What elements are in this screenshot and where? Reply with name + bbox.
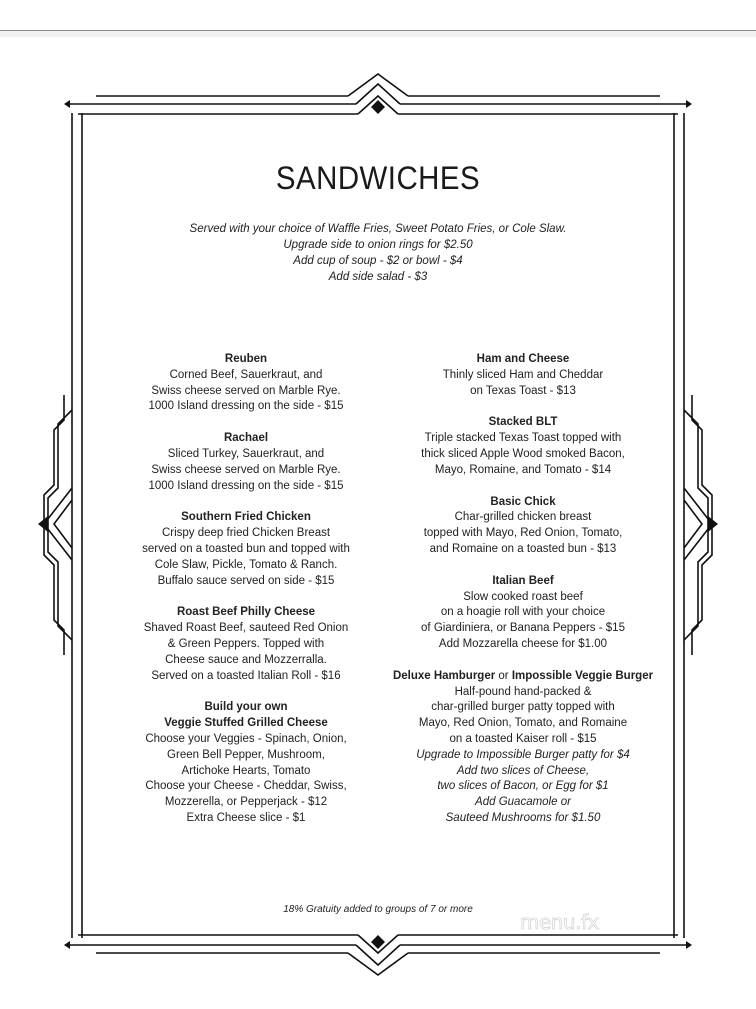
right-column <box>392 352 654 843</box>
item-desc: Extra Cheese slice - $1 <box>186 811 306 824</box>
item-addon: Upgrade to Impossible Burger patty for $4 <box>416 748 630 761</box>
item-addon: Sauteed Mushrooms for $1.50 <box>445 811 601 824</box>
item-desc: on a hoagie roll with your choice <box>440 606 606 619</box>
menu-item-burger <box>392 669 654 827</box>
item-desc: served on a toasted bun and topped with <box>142 542 350 555</box>
right-arrow-icon <box>708 516 718 532</box>
item-desc: Char-grilled chicken breast <box>454 511 592 524</box>
menu-item-stacked-blt <box>392 415 654 478</box>
item-name: Southern Fried Chicken <box>181 511 311 524</box>
item-desc: topped with Mayo, Red Onion, Tomato, <box>423 527 623 540</box>
item-desc: Sliced Turkey, Sauerkraut, and <box>167 447 325 460</box>
item-desc: Choose your Veggies - Spinach, Onion, <box>145 732 347 745</box>
menu-item-grilled-cheese <box>128 700 364 826</box>
item-desc: Crispy deep fried Chicken Breast <box>161 527 331 540</box>
menu-item-southern-fried-chicken <box>128 510 364 589</box>
item-desc: of Giardiniera, or Banana Peppers - $15 <box>421 622 625 635</box>
left-arrow-icon <box>38 516 48 532</box>
intro-line: Upgrade side to onion rings for $2.50 <box>283 239 473 251</box>
item-name: Build your own <box>204 701 288 714</box>
item-desc: Swiss cheese served on Marble Rye. <box>151 384 341 397</box>
item-desc: Cheese sauce and Mozzerralla. <box>165 653 327 666</box>
item-name-or: or <box>495 669 512 682</box>
item-desc: thick sliced Apple Wood smoked Bacon, <box>421 447 625 460</box>
intro-line: Add side salad - $3 <box>328 271 428 283</box>
menu-item-rachael <box>128 431 364 494</box>
item-name-a: Deluxe Hamburger <box>392 669 496 682</box>
item-desc: on a toasted Kaiser roll - $15 <box>449 732 597 745</box>
item-desc: Triple stacked Texas Toast topped with <box>424 432 622 445</box>
item-name: Ham and Cheese <box>476 353 570 365</box>
item-name: Italian Beef <box>492 574 554 587</box>
menu-item-roast-beef-philly <box>128 605 364 684</box>
top-diamond-icon <box>371 100 385 114</box>
item-desc: Mayo, Red Onion, Tomato, and Romaine <box>418 717 628 730</box>
item-desc: 1000 Island dressing on the side - $15 <box>148 400 344 413</box>
item-name <box>392 669 654 685</box>
item-desc: & Green Peppers. Topped with <box>167 637 325 650</box>
item-desc: Green Bell Pepper, Mushroom, <box>167 748 325 761</box>
item-name: Roast Beef Philly Cheese <box>176 606 316 619</box>
item-desc: Choose your Cheese - Cheddar, Swiss, <box>145 780 347 793</box>
item-addon: two slices of Bacon, or Egg for $1 <box>437 780 609 793</box>
item-desc: 1000 Island dressing on the side - $15 <box>148 479 344 492</box>
item-desc: Served on a toasted Italian Roll - $16 <box>151 669 341 682</box>
menu-item-reuben <box>128 352 364 415</box>
watermark-logo: menu.fx <box>520 910 599 934</box>
menu-item-basic-chick <box>392 495 654 558</box>
item-name: Veggie Stuffed Grilled Cheese <box>164 717 328 730</box>
gratuity-note: 18% Gratuity added to groups of 7 or more <box>283 904 473 915</box>
item-name: Basic Chick <box>490 495 556 508</box>
intro-block <box>140 221 616 285</box>
item-desc: Mozzerella, or Pepperjack - $12 <box>164 796 328 809</box>
menu-item-ham-and-cheese <box>392 352 654 399</box>
item-desc: Slow cooked roast beef <box>463 590 583 603</box>
item-desc: Add Mozzarella cheese for $1.00 <box>438 637 608 650</box>
item-desc: Cole Slaw, Pickle, Tomato & Ranch. <box>154 558 338 571</box>
item-desc: Mayo, Romaine, and Tomato - $14 <box>434 463 612 476</box>
item-desc: Corned Beef, Sauerkraut, and <box>169 368 323 381</box>
intro-line: Served with your choice of Waffle Fries, Sweet Potato Fries, or Cole Slaw. <box>189 223 567 235</box>
item-name-b: Impossible Veggie Burger <box>511 669 654 682</box>
left-column <box>128 352 364 843</box>
item-desc: and Romaine on a toasted bun - $13 <box>429 542 617 555</box>
intro-line: Add cup of soup - $2 or bowl - $4 <box>293 255 463 267</box>
item-desc: Buffalo sauce served on side - $15 <box>157 574 335 587</box>
item-name: Rachael <box>223 432 269 445</box>
item-addon: Add Guacamole or <box>475 796 571 809</box>
item-desc: Swiss cheese served on Marble Rye. <box>151 463 341 476</box>
menu-title: SANDWICHES <box>275 160 481 196</box>
item-desc: on Texas Toast - $13 <box>470 384 576 397</box>
item-addon: Add two slices of Cheese, <box>456 764 590 777</box>
item-desc: Half-pound hand-packed & <box>454 685 592 698</box>
menu-item-italian-beef <box>392 574 654 653</box>
item-desc: Artichoke Hearts, Tomato <box>181 764 311 777</box>
item-desc: Thinly sliced Ham and Cheddar <box>442 368 604 381</box>
item-name: Reuben <box>224 353 268 365</box>
bottom-diamond-icon <box>371 935 385 949</box>
item-name: Stacked BLT <box>488 416 558 429</box>
item-desc: Shaved Roast Beef, sauteed Red Onion <box>143 622 349 635</box>
item-desc: char-grilled burger patty topped with <box>431 701 615 714</box>
